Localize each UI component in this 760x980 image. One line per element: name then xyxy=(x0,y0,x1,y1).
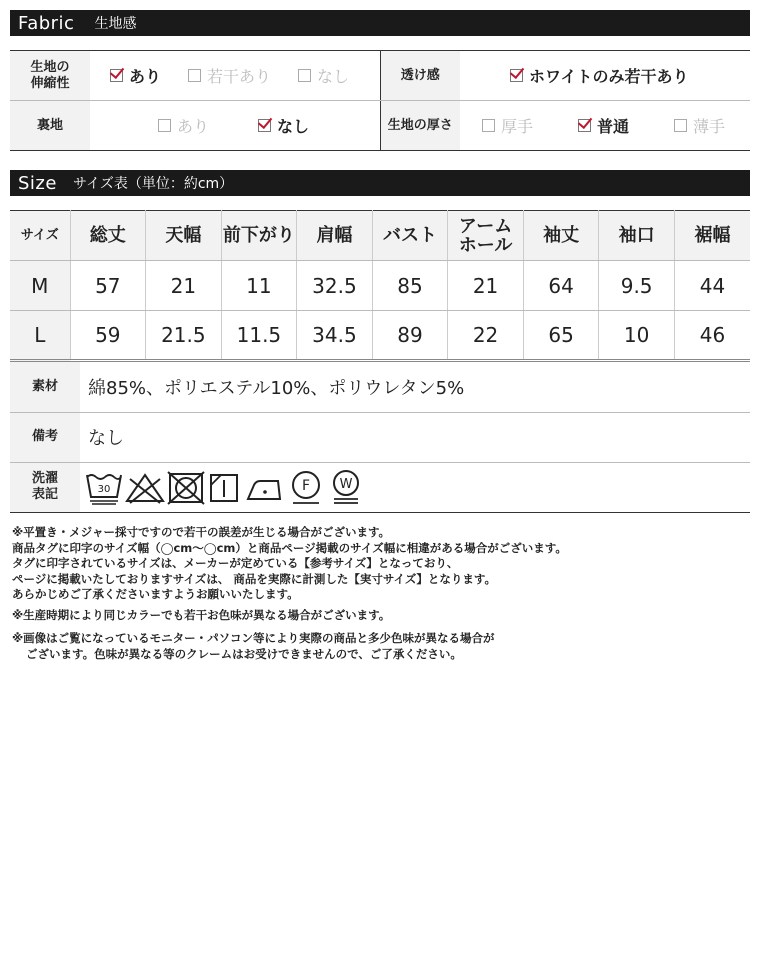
material-label: 素材 xyxy=(10,362,80,412)
col-header: 前下がり xyxy=(221,211,297,261)
size-label: M xyxy=(10,261,70,311)
stretch-option-ari[interactable] xyxy=(110,64,188,87)
stretch-option-jakkan[interactable] xyxy=(188,64,298,87)
care-label-line1: 洗濯 xyxy=(31,471,58,486)
table-cell: 59 xyxy=(70,311,146,361)
col-header: 袖丈 xyxy=(523,211,599,261)
remarks-label: 備考 xyxy=(10,412,80,462)
thickness-label: 生地の厚さ xyxy=(380,101,460,151)
table-cell: 11.5 xyxy=(221,311,297,361)
wet-clean-letter: W xyxy=(339,477,353,492)
table-cell: 57 xyxy=(70,261,146,311)
notes-block-3 xyxy=(12,631,494,662)
no-bleach-icon xyxy=(124,467,166,507)
note-line: ※生産時期により同じカラーでも若干お色味が異なる場合がございます。 xyxy=(12,608,391,622)
lining-options xyxy=(90,101,380,151)
note-line: 商品タグに印字のサイズ幅（◯cm〜◯cm）と商品ページ掲載のサイズ幅に相違がある場合がございます。 xyxy=(12,540,567,555)
table-cell: 22 xyxy=(448,311,524,361)
option-text: あり xyxy=(177,117,210,136)
sheer-option-white[interactable] xyxy=(510,64,689,87)
care-label xyxy=(10,462,80,512)
thickness-option-thin[interactable] xyxy=(674,114,725,137)
checkbox-icon xyxy=(298,69,311,82)
care-icons xyxy=(80,462,750,512)
size-section-header xyxy=(10,170,750,196)
note-line: ページに掲載いたしておりますサイズは、 商品を実際に計測した【実寸サイズ】となります。 xyxy=(12,571,497,586)
stretch-label-line2: 伸縮性 xyxy=(30,75,70,91)
table-row xyxy=(10,311,750,361)
sheer-options xyxy=(460,51,750,101)
col-header: 天幅 xyxy=(146,211,222,261)
table-cell: 21 xyxy=(146,261,222,311)
iron-low-icon xyxy=(242,467,286,507)
notes-block-1 xyxy=(12,525,567,603)
checkbox-icon xyxy=(482,119,495,132)
wash-temp: 30 xyxy=(97,484,111,495)
size-title-en: Size xyxy=(18,172,57,194)
material-value: 綿85%、ポリエステル10%、ポリウレタン5% xyxy=(80,362,750,412)
option-text: 普通 xyxy=(597,117,630,136)
checkbox-checked-icon xyxy=(110,69,123,82)
dry-clean-letter: F xyxy=(301,478,311,494)
option-text: ホワイトのみ若干あり xyxy=(529,67,689,86)
col-header: アーム ホール xyxy=(448,211,524,261)
option-text: 厚手 xyxy=(501,117,534,136)
size-label: L xyxy=(10,311,70,361)
note-line: あらかじめご了承くださいますようお願いいたします。 xyxy=(12,587,299,601)
note-line: タグに印字されているサイズは、メーカーが定めている【参考サイズ】となっており、 xyxy=(12,556,459,570)
size-table-header-row xyxy=(10,211,750,261)
lining-option-ari[interactable] xyxy=(158,114,258,137)
wet-clean-w-icon xyxy=(326,467,366,507)
size-table xyxy=(10,210,750,362)
table-cell: 46 xyxy=(674,311,750,361)
fabric-title-en: Fabric xyxy=(18,12,75,34)
col-header: 袖口 xyxy=(599,211,675,261)
fabric-title-jp: 生地感 xyxy=(94,16,137,32)
checkbox-icon xyxy=(674,119,687,132)
col-header: 裾幅 xyxy=(674,211,750,261)
info-table xyxy=(10,362,750,513)
thickness-option-normal[interactable] xyxy=(578,114,674,137)
checkbox-icon xyxy=(188,69,201,82)
col-header: 総丈 xyxy=(70,211,146,261)
table-cell: 32.5 xyxy=(297,261,373,311)
checkbox-checked-icon xyxy=(258,119,271,132)
option-text: なし xyxy=(317,67,350,86)
table-cell: 10 xyxy=(599,311,675,361)
checkbox-checked-icon xyxy=(578,119,591,132)
note-line: ※平置き・メジャー採寸ですので若干の誤差が生じる場合がございます。 xyxy=(12,525,391,539)
remarks-value: なし xyxy=(80,412,750,462)
size-corner: サイズ xyxy=(10,211,70,261)
care-label-line2: 表記 xyxy=(31,487,58,502)
table-cell: 34.5 xyxy=(297,311,373,361)
sheer-label: 透け感 xyxy=(380,51,460,101)
table-cell: 89 xyxy=(372,311,448,361)
table-cell: 21 xyxy=(448,261,524,311)
size-title-jp: サイズ表（単位：約cm） xyxy=(72,176,234,192)
note-line: ※画像はご覧になっているモニター・パソコン等により実際の商品と多少色味が異なる場合が xyxy=(12,631,495,645)
option-text: 若干あり xyxy=(207,67,272,86)
wash-30-icon xyxy=(84,467,124,507)
no-tumble-dry-icon xyxy=(166,467,206,507)
col-header: バスト xyxy=(372,211,448,261)
table-cell: 44 xyxy=(674,261,750,311)
thickness-option-thick[interactable] xyxy=(482,114,578,137)
lining-label: 裏地 xyxy=(10,101,90,151)
thickness-options xyxy=(460,101,750,151)
fabric-section-header xyxy=(10,10,750,36)
table-cell: 9.5 xyxy=(599,261,675,311)
option-text: なし xyxy=(277,117,310,136)
stretch-label xyxy=(10,51,90,101)
table-cell: 11 xyxy=(221,261,297,311)
table-cell: 64 xyxy=(523,261,599,311)
dry-clean-f-icon xyxy=(286,467,326,507)
stretch-option-nashi[interactable] xyxy=(298,64,349,87)
drip-dry-shade-icon xyxy=(206,467,242,507)
table-cell: 21.5 xyxy=(146,311,222,361)
stretch-label-line1: 生地の xyxy=(30,59,70,75)
table-row xyxy=(10,261,750,311)
table-cell: 65 xyxy=(523,311,599,361)
option-text: 薄手 xyxy=(693,117,726,136)
fabric-table xyxy=(10,50,750,151)
stretch-options xyxy=(90,51,380,101)
note-line: ございます。色味が異なる等のクレームはお受けできませんので、ご了承ください。 xyxy=(26,646,462,661)
table-cell: 85 xyxy=(372,261,448,311)
col-header: 肩幅 xyxy=(297,211,373,261)
option-text: あり xyxy=(129,67,162,86)
notes-block-2 xyxy=(12,608,390,624)
checkbox-checked-icon xyxy=(510,69,523,82)
lining-option-nashi[interactable] xyxy=(258,114,309,137)
checkbox-icon xyxy=(158,119,171,132)
